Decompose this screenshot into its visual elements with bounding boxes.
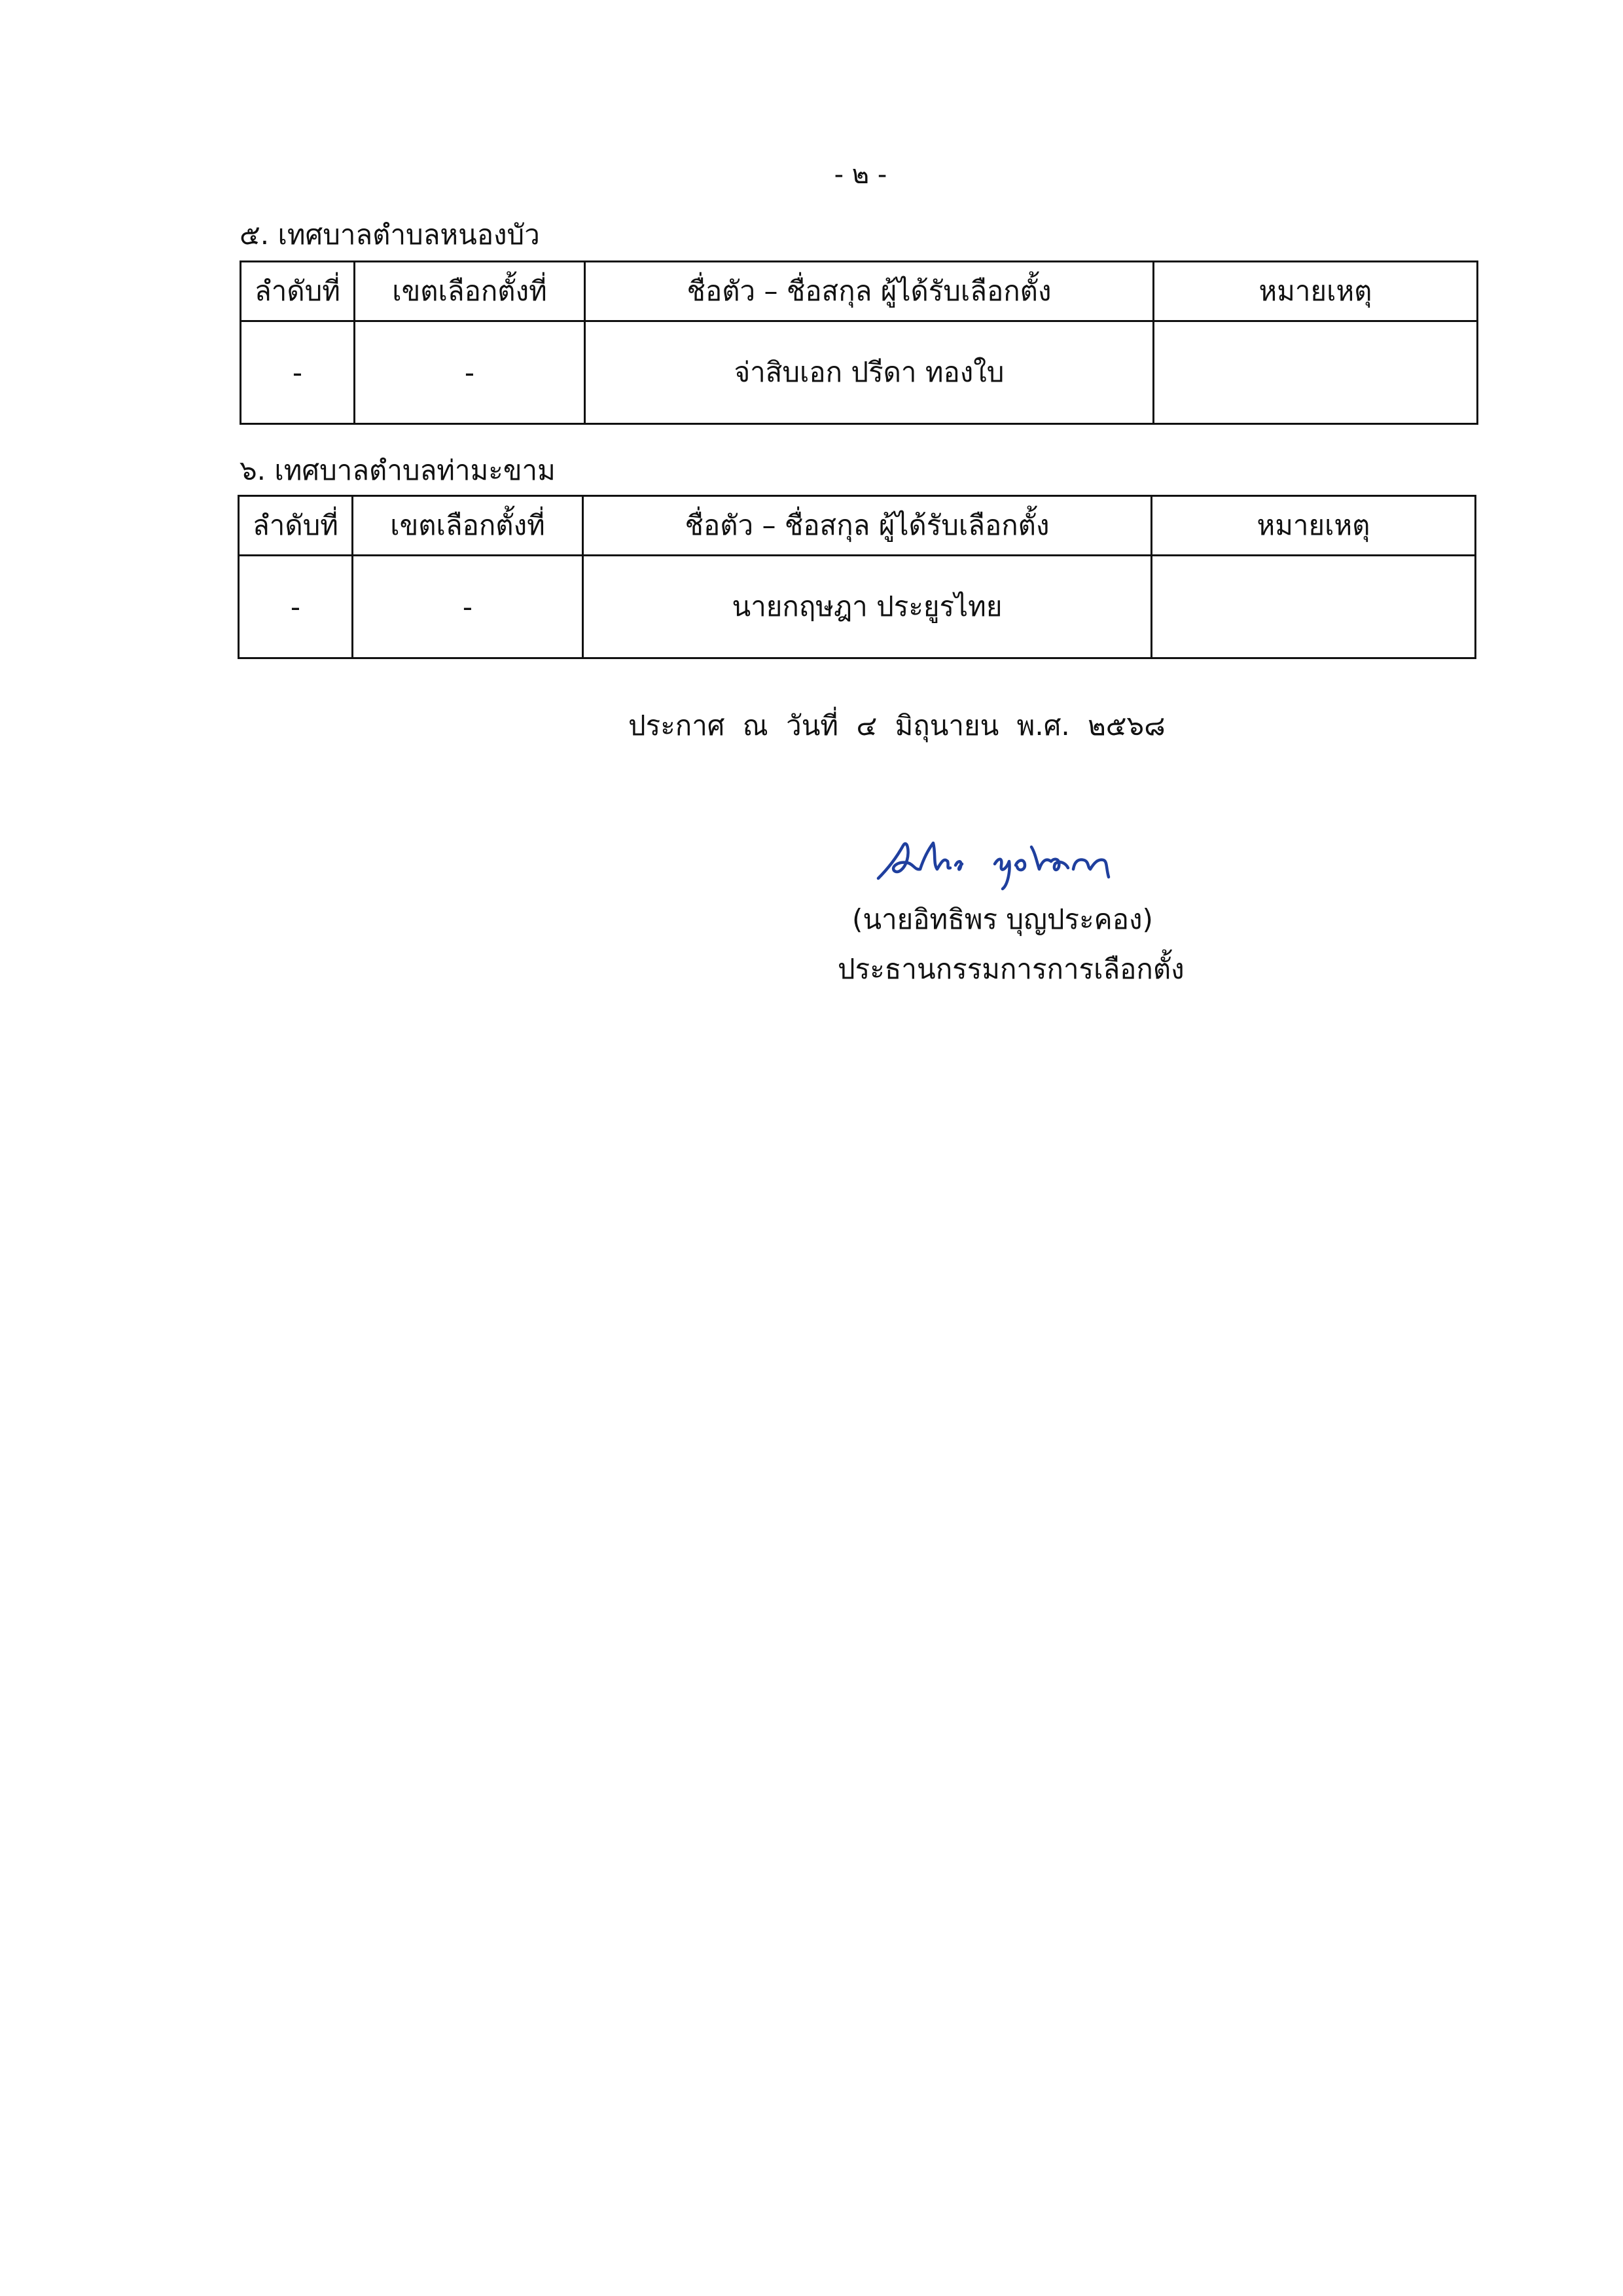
table-row [239, 556, 1476, 658]
cell-name: นายกฤษฎา ประยูรไทย [583, 556, 1152, 658]
cell-district: - [353, 556, 583, 658]
cell-remark [1154, 321, 1478, 424]
announcement-date: ประกาศ ณ วันที่ ๔ มิถุนายน พ.ศ. ๒๕๖๘ [628, 709, 1166, 742]
table-header-row [241, 262, 1478, 321]
signer-title: ประธานกรรมการการเลือกตั้ง [838, 953, 1185, 985]
header-order: ลำดับที่ [241, 262, 355, 321]
table-row [241, 321, 1478, 424]
results-table-6 [238, 495, 1476, 659]
header-remark: หมายเหตุ [1154, 262, 1478, 321]
section-title-5: ๕. เทศบาลตำบลหนองบัว [240, 219, 540, 251]
header-name: ชื่อตัว – ชื่อสกุล ผู้ได้รับเลือกตั้ง [585, 262, 1154, 321]
header-order: ลำดับที่ [239, 496, 353, 556]
header-remark: หมายเหตุ [1152, 496, 1476, 556]
header-district: เขตเลือกตั้งที่ [353, 496, 583, 556]
page-number: - ๒ - [834, 160, 887, 190]
cell-remark [1152, 556, 1476, 658]
header-district: เขตเลือกตั้งที่ [355, 262, 585, 321]
signature-image [874, 831, 1123, 891]
cell-name: จ่าสิบเอก ปรีดา ทองใบ [585, 321, 1154, 424]
results-table-5 [240, 260, 1478, 425]
table-header-row [239, 496, 1476, 556]
signer-name: (นายอิทธิพร บุญประคอง) [852, 903, 1153, 935]
cell-order: - [239, 556, 353, 658]
header-name: ชื่อตัว – ชื่อสกุล ผู้ได้รับเลือกตั้ง [583, 496, 1152, 556]
cell-district: - [355, 321, 585, 424]
section-title-6: ๖. เทศบาลตำบลท่ามะขาม [240, 454, 556, 486]
cell-order: - [241, 321, 355, 424]
